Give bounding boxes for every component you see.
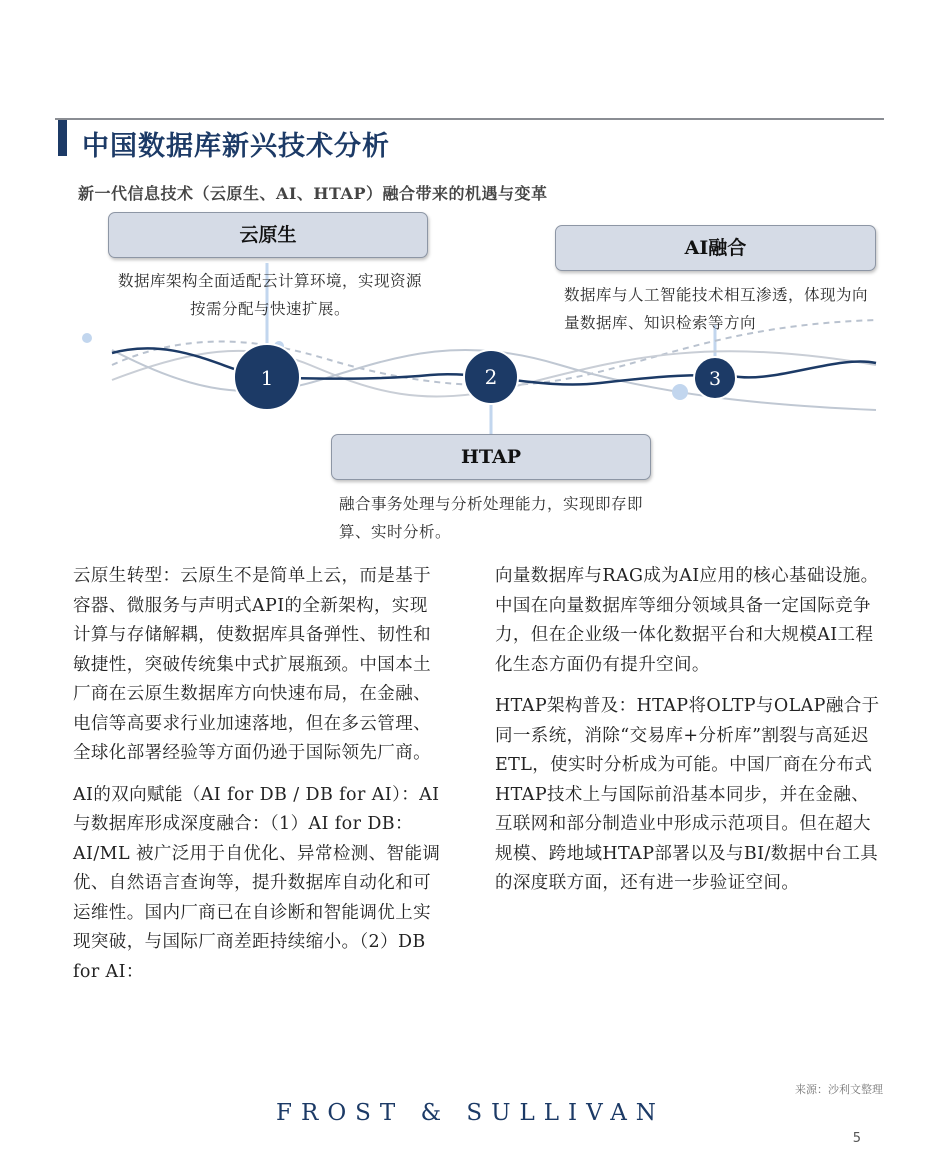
decor-dot	[672, 384, 688, 400]
node-number-3: 3	[708, 368, 722, 390]
paragraph-vector-db: 向量数据库与RAG成为AI应用的核心基础设施。中国在向量数据库等细分领域具备一定国际竞争力，但在企业级一体化数据平台和大规模AI工程化生态方面仍有提升空间。	[495, 566, 879, 675]
left-column	[73, 562, 443, 999]
header-rule	[55, 118, 884, 120]
brand-logo: FROST & SULLIVAN	[276, 1100, 665, 1126]
title-accent-bar	[58, 120, 67, 156]
page-subtitle: 新一代信息技术（云原生、AI、HTAP）融合带来的机遇与变革	[78, 184, 548, 203]
technology-diagram	[0, 205, 941, 550]
node-number-1: 1	[260, 366, 274, 390]
paragraph-ai-bidirectional: AI的双向赋能（AI for DB / DB for AI）：AI与数据库形成深度融合：（1）AI for DB：AI/ML 被广泛用于自优化、异常检测、智能调优、自然语言查询等，提升数据库自动化和可运维性。国内厂商已在自诊断和智能调优上实现突破，与国际厂商差距持续缩小。（2）DB for AI：	[73, 784, 441, 982]
source-note: 来源：沙利文整理	[795, 1083, 883, 1096]
node-label-cloud-native: 云原生	[108, 212, 428, 258]
paragraph-htap: HTAP架构普及：HTAP将OLTP与OLAP融合于同一系统，消除“交易库+分析库”割裂与高延迟ETL，使实时分析成为可能。中国厂商在分布式HTAP技术上与国际前沿基本同步，并在金融、互联网和部分制造业中形成示范项目。但在超大规模、跨地域HTAP部署以及与BI/数据中台工具的深度联方面，还有进一步验证空间。	[495, 696, 880, 893]
node-description-cloud-native: 数据库架构全面适配云计算环境，实现资源按需分配与快速扩展。	[117, 272, 422, 318]
page-title: 中国数据库新兴技术分析	[82, 131, 390, 162]
right-column	[495, 562, 880, 911]
decor-dot	[82, 333, 92, 343]
node-number-2: 2	[484, 365, 498, 389]
page-number: 5	[852, 1131, 861, 1146]
paragraph-cloud-native: 云原生转型：云原生不是简单上云，而是基于容器、微服务与声明式API的全新架构，实现计算与存储解耦，使数据库具备弹性、韧性和敏捷性，突破传统集中式扩展瓶颈。中国本土厂商在云原生数据库方向快速布局，在金融、电信等高要求行业加速落地，但在多云管理、全球化部署经验等方面仍逊于国际领先厂商。	[73, 566, 431, 763]
node-description-htap: 融合事务处理与分析处理能力，实现即存即算、实时分析。	[339, 495, 644, 541]
node-description-ai-fusion: 数据库与人工智能技术相互渗透，体现为向量数据库、知识检索等方向	[564, 286, 869, 332]
node-label-htap: HTAP	[331, 434, 651, 480]
node-label-ai-fusion: AI融合	[555, 225, 876, 271]
